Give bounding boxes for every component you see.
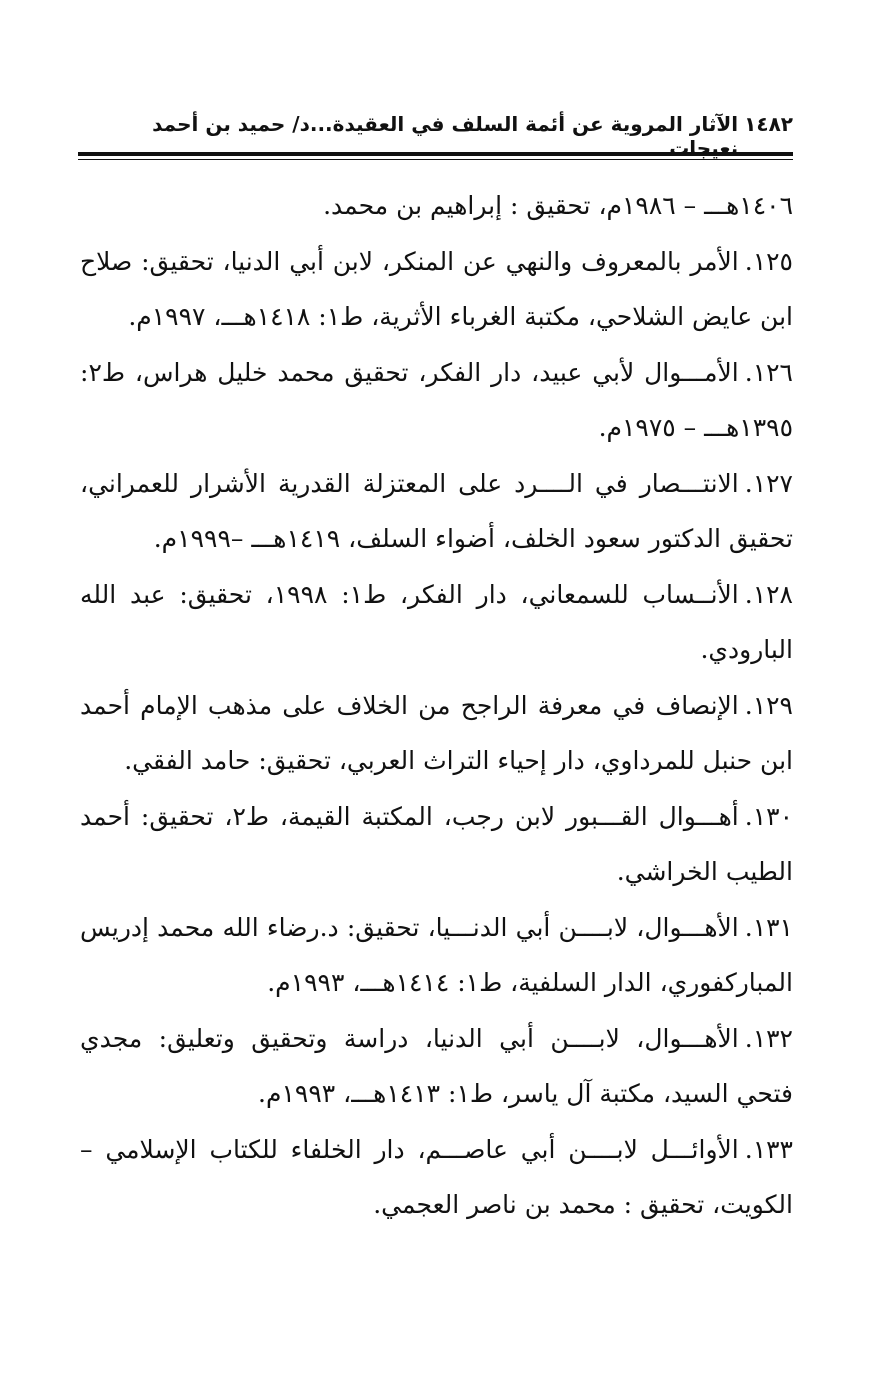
entry-number: ١٣٢.: [744, 1023, 793, 1053]
bibliography-entry-129: [80, 678, 793, 789]
entry-number: ١٢٧.: [744, 468, 793, 498]
entry-number: ١٣٠.: [744, 801, 794, 831]
bibliography-entry-132: [80, 1011, 793, 1122]
entry-number: ١٢٦.: [744, 357, 793, 387]
entry-text: أهـــوال القـــبور لابن رجب، المكتبة القيمة، ط٢، تحقيق: أحمد الطيب الخراشي.: [80, 801, 793, 886]
bibliography-entry-127: [80, 456, 793, 567]
bibliography-entry-130: [80, 789, 793, 900]
bibliography-entry-131: [80, 900, 793, 1011]
running-title: الآثار المروية عن أئمة السلف في العقيدة...د/ حميد بن أحمد نعيجات: [152, 112, 739, 160]
entry-text: الأمـــوال لأبي عبيد، دار الفكر، تحقيق محمد خليل هراس، ط٢: ١٣٩٥هـــ – ١٩٧٥م.: [80, 357, 793, 442]
header-rule-thin: [78, 159, 793, 160]
bibliography-entry-126: [80, 345, 793, 456]
entry-number: ١٢٨.: [744, 579, 793, 609]
header-rule-thick: [78, 152, 793, 156]
bibliography-entry-133: [80, 1122, 793, 1233]
entry-text: الأوائـــل لابــــن أبي عاصـــم، دار الخلفاء للكتاب الإسلامي – الكويت، تحقيق : محمد بن ناصر العجمي.: [80, 1134, 793, 1219]
continuation-line: ١٤٠٦هـــ – ١٩٨٦م، تحقيق : إبراهيم بن محمد.: [323, 191, 793, 220]
entry-text: الأهـــوال، لابــــن أبي الدنـــيا، تحقيق: د.رضاء الله محمد إدريس المباركفوري، الدار السلفية، ط١: ١٤١٤هـــ، ١٩٩٣م.: [80, 912, 793, 997]
bibliography-list: [80, 178, 793, 1233]
bibliography-entry-125: [80, 234, 793, 345]
entry-text: الأهـــوال، لابــــن أبي الدنيا، دراسة وتحقيق وتعليق: مجدي فتحي السيد، مكتبة آل ياسر، ط١: ١٤١٣هـــ، ١٩٩٣م.: [80, 1023, 793, 1108]
entry-number: ١٣١.: [744, 912, 793, 942]
page-number: ١٤٨٢: [744, 112, 793, 136]
entry-text: الأنــساب للسمعاني، دار الفكر، ط١: ١٩٩٨، تحقيق: عبد الله البارودي.: [80, 579, 793, 664]
entry-number: ١٢٩.: [744, 690, 793, 720]
entry-number: ١٢٥.: [744, 246, 793, 276]
entry-text: الإنصاف في معرفة الراجح من الخلاف على مذهب الإمام أحمد ابن حنبل للمرداوي، دار إحياء التراث العربي، تحقيق: حامد الفقي.: [80, 690, 793, 775]
entry-text: الانتـــصار في الــــرد على المعتزلة القدرية الأشرار للعمراني، تحقيق الدكتور سعود الخلف، أضواء السلف، ١٤١٩هـــ –١٩٩٩م.: [80, 468, 793, 553]
entry-number: ١٣٣.: [744, 1134, 793, 1164]
entry-text: الأمر بالمعروف والنهي عن المنكر، لابن أبي الدنيا، تحقيق: صلاح ابن عايض الشلاحي، مكتبة الغرباء الأثرية، ط١: ١٤١٨هـــ، ١٩٩٧م.: [80, 246, 793, 331]
bibliography-entry-128: [80, 567, 793, 678]
